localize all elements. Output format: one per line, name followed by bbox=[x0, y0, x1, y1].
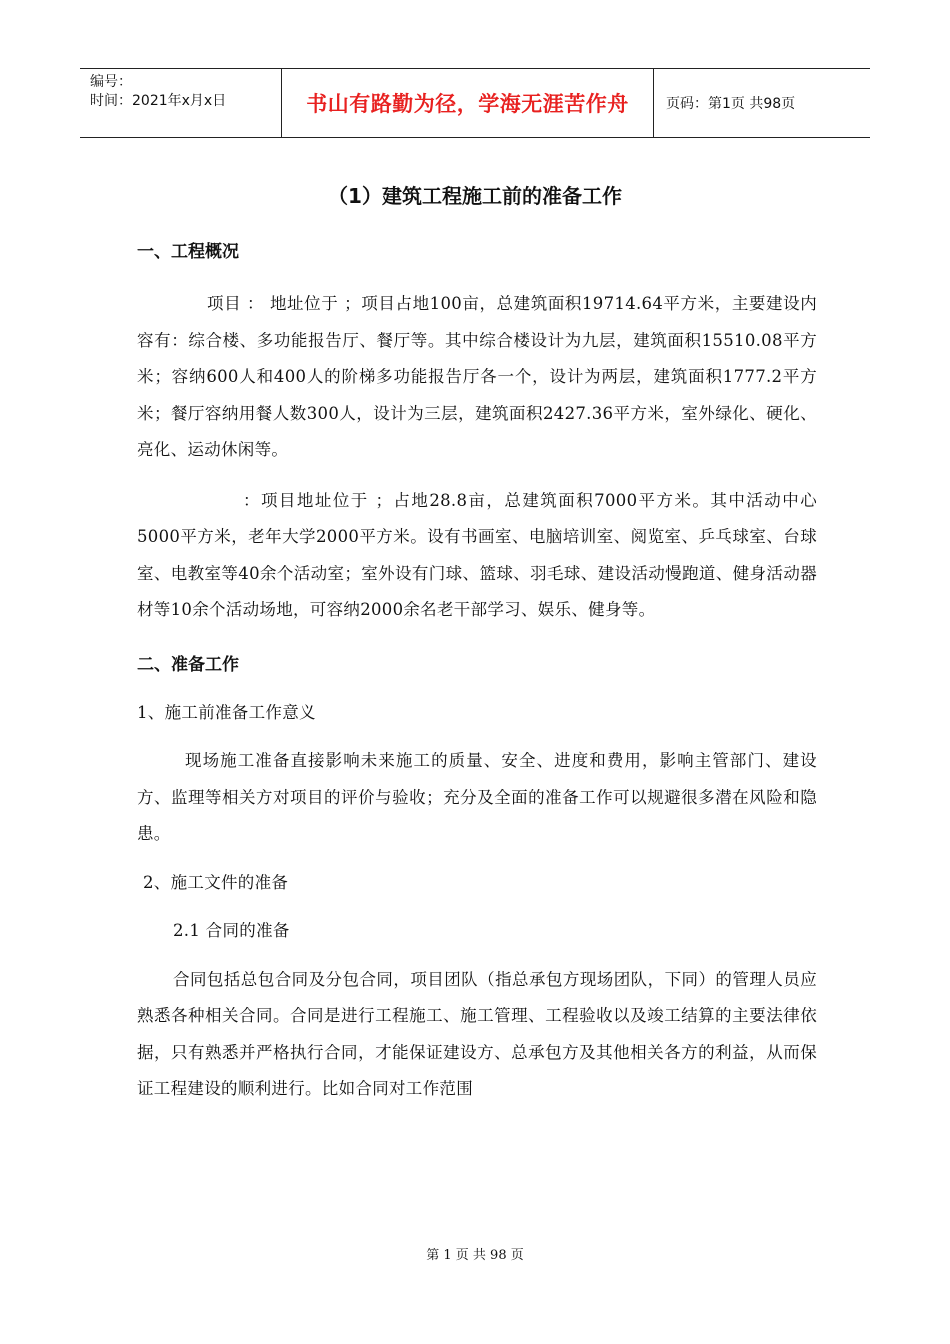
document-body bbox=[137, 240, 817, 1108]
subheading-significance: 1、施工前准备工作意义 bbox=[137, 702, 316, 722]
header-page-info: 页码：第1页 共98页 bbox=[666, 96, 796, 112]
subheading-contract: 2.1 合同的准备 bbox=[173, 921, 290, 940]
overview-paragraph-1: 项目 ： 地址位于 ；项目占地100亩，总建筑面积19714.64平方米，主要建设内容有：综合楼、多功能报告厅、餐厅等。其中综合楼设计为九层，建筑面积15510.08平方米；容纳600人和400人的阶梯多功能报告厅各一个，设计为两层，建筑面积1777.2平方米；餐厅容纳用餐人数300人，设计为三层，建筑面积2427.36平方米，室外绿化、硬化、亮化、运动休闲等。 bbox=[137, 294, 817, 459]
contract-paragraph: 合同包括总包合同及分包合同，项目团队（指总承包方现场团队，下同）的管理人员应熟悉各种相关合同。合同是进行工程施工、施工管理、工程验收以及竣工结算的主要法律依据，只有熟悉并严格执行合同，才能保证建设方、总承包方及其他相关各方的利益，从而保证工程建设的顺利进行。比如合同对工作范围 bbox=[137, 969, 817, 1098]
header-meta bbox=[80, 69, 282, 137]
overview-paragraph-2: ：项目地址位于 ；占地28.8亩，总建筑面积7000平方米。其中活动中心5000平方米，老年大学2000平方米。设有书画室、电脑培训室、阅览室、乒乓球室、台球室、电教室等40余个活动室；室外设有门球、篮球、羽毛球、建设活动慢跑道、健身活动器材等10余个活动场地，可容纳2000余名老干部学习、娱乐、健身等。 bbox=[137, 490, 817, 619]
page-header bbox=[80, 68, 870, 138]
time-label: 时间：2021年x月x日 bbox=[90, 93, 227, 109]
subheading-documents: 2、施工文件的准备 bbox=[143, 872, 289, 892]
header-motto: 书山有路勤为径，学海无涯苦作舟 bbox=[282, 69, 654, 137]
section-heading-overview: 一、工程概况 bbox=[137, 242, 239, 262]
section-heading-preparation: 二、准备工作 bbox=[137, 654, 239, 675]
significance-paragraph: 现场施工准备直接影响未来施工的质量、安全、进度和费用，影响主管部门、建设方、监理等相关方对项目的评价与验收；充分及全面的准备工作可以规避很多潜在风险和隐患。 bbox=[137, 751, 817, 843]
code-label: 编号： bbox=[90, 74, 132, 90]
document-title: （1）建筑工程施工前的准备工作 bbox=[328, 184, 622, 208]
page-footer: 第 1 页 共 98 页 bbox=[426, 1248, 524, 1263]
